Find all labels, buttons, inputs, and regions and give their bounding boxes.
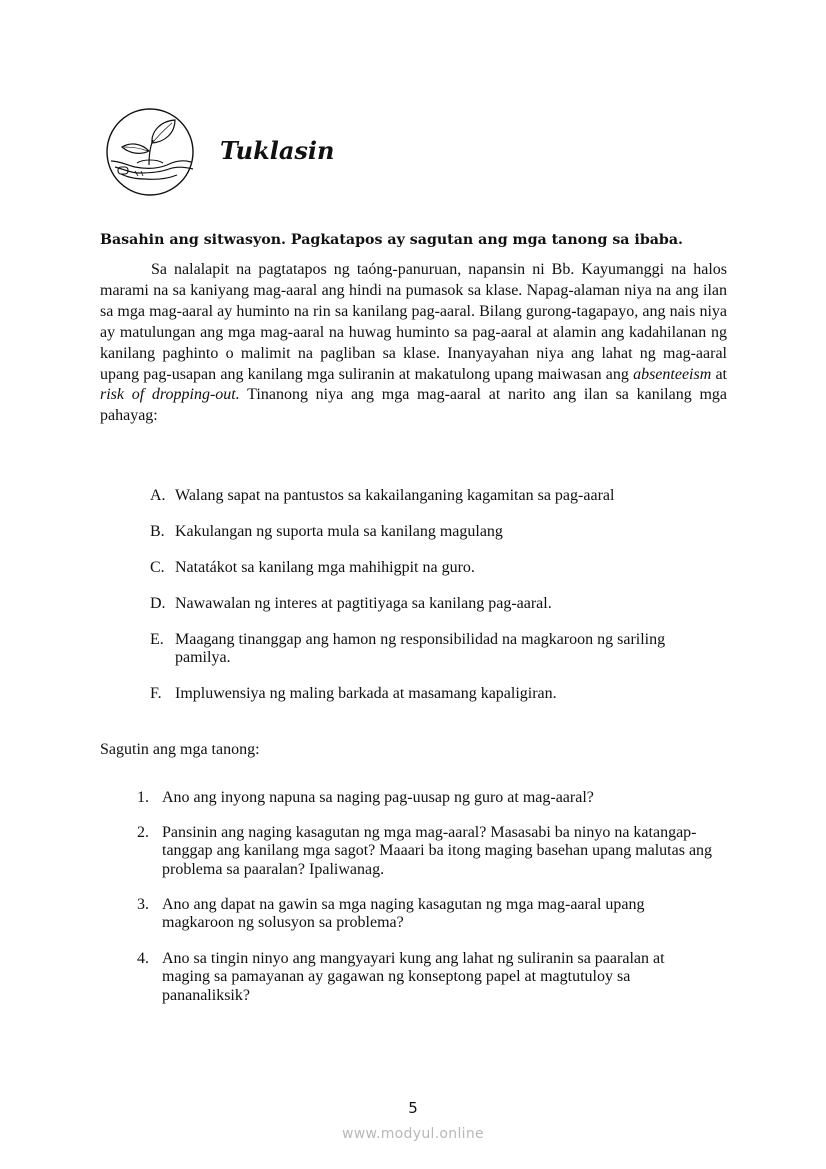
question-number: 3. bbox=[137, 896, 149, 913]
paragraph-text: Sa nalalapit na pagtatapos ng taóng-panuruan, napansin ni Bb. Kayumanggi na halos marami na sa kaniyang mag-aaral ang hindi na pumasok sa klase. Napag-alaman niya na ang ilan sa mga mag-aaral ay huminto na rin sa kanilang pag-aaral. Bilang gurong-tagapayo, ang nais niya ay matulungan ang mga mag-aaral na huwag huminto sa pag-aaral at alamin ang kadahilanan ng kanilang paghinto o malimit na pagliban sa klase. Inanyayahan niya ang lahat ng mag-aaral upang pag-usapan ang kanilang mga suliranin at makatulong upang maiwasan ang bbox=[100, 261, 727, 383]
paragraph-text: at bbox=[711, 365, 728, 383]
question-text: Pansinin ang naging kasagutan ng mga mag-aaral? Masasabi ba ninyo na katangap-tanggap ang kanilang mga sagot? Maaari ba itong maging basehan upang malutas ang problema sa paaralan? Ipaliwanag. bbox=[162, 824, 713, 878]
watermark-text: www.modyul.online bbox=[342, 1126, 484, 1142]
question-item bbox=[137, 896, 697, 933]
section-header bbox=[105, 106, 335, 198]
paragraph-italic-term: risk of dropping-out. bbox=[100, 386, 240, 404]
instruction-text: Basahin ang sitwasyon. Pagkatapos ay sagutan ang mga tanong sa ibaba. bbox=[100, 232, 683, 248]
statement-label: E. bbox=[150, 631, 164, 648]
question-text: Ano sa tingin ninyo ang mangyayari kung ang lahat ng suliranin sa paaralan at maging sa pamayanan ay gagawan ng konseptong papel at magtutuloy sa pananaliksik? bbox=[162, 950, 665, 1004]
question-text: Ano ang dapat na gawin sa mga naging kasagutan ng mga mag-aaral upang magkaroon ng solusyon sa problema? bbox=[162, 896, 645, 932]
statement-item bbox=[150, 487, 614, 505]
paragraph-text: Tinanong niya ang mga mag-aaral at narito ang ilan sa kanilang mga pahayag: bbox=[100, 386, 728, 425]
statement-text: Walang sapat na pantustos sa kakailanganing kagamitan sa pag-aaral bbox=[175, 487, 615, 504]
situation-paragraph bbox=[100, 260, 727, 427]
plant-in-hand-icon bbox=[105, 107, 195, 197]
statement-text: Nawawalan ng interes at pagtitiyaga sa kanilang pag-aaral. bbox=[175, 595, 552, 612]
statement-label: A. bbox=[150, 487, 166, 504]
paragraph-italic-term: absenteeism bbox=[633, 365, 712, 383]
question-item bbox=[137, 950, 707, 1005]
question-number: 1. bbox=[137, 789, 149, 806]
statement-label: F. bbox=[150, 685, 162, 702]
question-number: 2. bbox=[137, 824, 149, 841]
question-text: Ano ang inyong napuna sa naging pag-uusap ng guro at mag-aaral? bbox=[162, 789, 594, 806]
section-title: Tuklasin bbox=[220, 136, 335, 165]
page-number: 5 bbox=[408, 1099, 418, 1117]
question-item bbox=[137, 789, 594, 807]
statement-item bbox=[150, 685, 557, 703]
statement-item bbox=[150, 559, 475, 577]
questions-heading: Sagutin ang mga tanong: bbox=[100, 741, 260, 758]
question-item bbox=[137, 824, 727, 879]
statement-text: Kakulangan ng suporta mula sa kanilang magulang bbox=[175, 523, 503, 540]
statement-item bbox=[150, 523, 503, 541]
statement-text: Natatákot sa kanilang mga mahihigpit na guro. bbox=[175, 559, 475, 576]
statement-label: D. bbox=[150, 595, 166, 612]
statement-label: B. bbox=[150, 523, 165, 540]
statement-label: C. bbox=[150, 559, 165, 576]
statement-item bbox=[150, 631, 710, 667]
statement-item bbox=[150, 595, 552, 613]
statement-text: Impluwensiya ng maling barkada at masamang kapaligiran. bbox=[175, 685, 557, 702]
statement-text: Maagang tinanggap ang hamon ng responsibilidad na magkaroon ng sariling pamilya. bbox=[175, 631, 666, 666]
question-number: 4. bbox=[137, 950, 149, 967]
